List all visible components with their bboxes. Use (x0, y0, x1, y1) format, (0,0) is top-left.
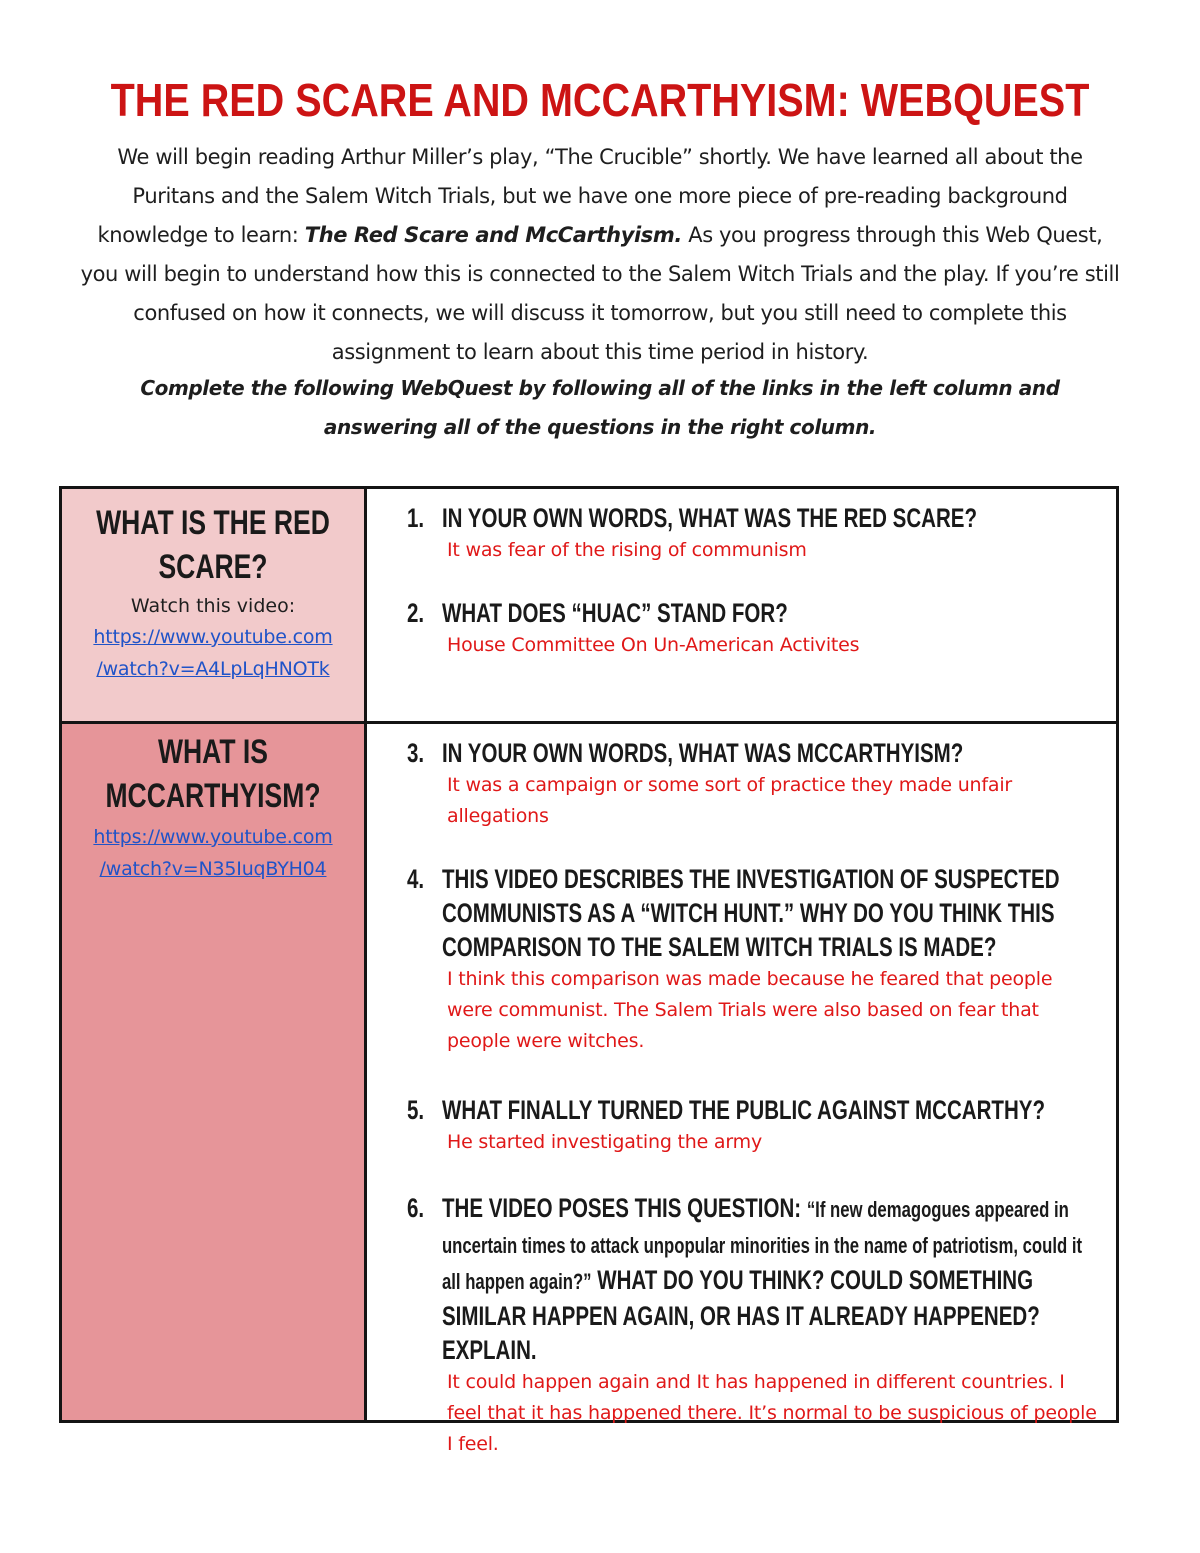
video-link-red-scare[interactable] (62, 621, 364, 685)
question-heading (407, 1191, 1104, 1367)
question-tail: WHAT DO YOU THINK? COULD SOMETHING SIMILAR HAPPEN AGAIN, OR HAS IT ALREADY HAPPENED? EXPLAIN. (441, 1265, 1040, 1365)
question-lead: THE VIDEO POSES THIS QUESTION: (441, 1193, 807, 1223)
section-heading: WHAT IS THE RED SCARE? (96, 504, 330, 586)
section-red-scare (62, 489, 1116, 724)
webquest-table (59, 486, 1119, 1455)
question-5 (407, 1093, 1102, 1158)
question-3 (407, 736, 1102, 832)
answer-text: It could happen again and It has happened in different countries. I feel that it has happened there. It’s normal to be suspicious of people I feel. (447, 1371, 1097, 1455)
link-line-1: https://www.youtube.com (93, 626, 333, 648)
link-line-2: /watch?v=N35IuqBYH04 (99, 858, 327, 880)
question-quote: “If new demagogues appeared in uncertain times to attack unpopular minorities in the name of patriotism, could it all happen again?” (441, 1197, 1083, 1294)
question-heading (407, 501, 1104, 535)
question-text: WHAT FINALLY TURNED THE PUBLIC AGAINST MCCARTHY? (441, 1095, 1045, 1125)
link-line-1: https://www.youtube.com (93, 826, 333, 848)
answer-text: It was fear of the rising of communism (447, 539, 807, 561)
question-text: WHAT DOES “HUAC” STAND FOR? (441, 598, 788, 628)
right-cell-red-scare (367, 489, 1116, 721)
left-cell-red-scare (62, 489, 367, 721)
left-cell-mccarthyism (62, 724, 367, 1420)
watch-label: Watch this video: (130, 595, 296, 617)
question-number: 5. (407, 1095, 425, 1125)
section-mccarthyism (62, 724, 1116, 1455)
question-4 (407, 862, 1102, 1057)
intro-emphasis: The Red Scare and McCarthyism. (304, 223, 682, 247)
question-number: 4. (407, 864, 425, 894)
question-text: THIS VIDEO DESCRIBES THE INVESTIGATION OF SUSPECTED COMMUNISTS AS A “WITCH HUNT.” WHY DO YOU THINK THIS COMPARISON TO THE SALEM WITCH TRIALS IS MADE? (441, 864, 1060, 962)
right-cell-mccarthyism (367, 724, 1116, 1455)
answer-text: It was a campaign or some sort of practice they made unfair allegations (447, 774, 1013, 827)
question-number: 1. (407, 503, 425, 533)
answer-text: House Committee On Un-American Activites (447, 634, 860, 656)
page-title: THE RED SCARE AND MCCARTHYISM: WEBQUEST (110, 74, 1090, 126)
intro-text-2: As you progress through this Web Quest, you will begin to understand how this is connected to the Salem Witch Trials and the play. If you’re still confused on how it connects, we will discuss it tomorrow, but you still need to complete this assignment to learn about this time period in history. (80, 223, 1120, 364)
question-heading (407, 1093, 1104, 1127)
question-2 (407, 596, 1102, 661)
intro-paragraph (78, 138, 1122, 372)
question-1 (407, 501, 1102, 566)
section-heading: WHAT IS MCCARTHYISM? (105, 733, 321, 815)
question-text: IN YOUR OWN WORDS, WHAT WAS MCCARTHYISM? (441, 738, 964, 768)
question-number: 2. (407, 598, 425, 628)
question-heading (407, 862, 1104, 964)
question-number: 3. (407, 738, 425, 768)
question-text (442, 1191, 1104, 1367)
question-text: IN YOUR OWN WORDS, WHAT WAS THE RED SCARE? (441, 503, 978, 533)
answer-text: He started investigating the army (447, 1131, 763, 1153)
question-6 (407, 1191, 1102, 1460)
video-link-mccarthyism[interactable] (62, 821, 364, 885)
intro-text-1: We will begin reading Arthur Miller’s play, “The Crucible” shortly. We have learned all about the Puritans and the Salem Witch Trials, but we have one more piece of pre-reading background knowledge to learn: (97, 145, 1083, 247)
answer-text: I think this comparison was made because he feared that people were communist. The Salem Trials were also based on fear that people were witches. (447, 968, 1053, 1052)
question-heading (407, 736, 1104, 770)
instructions: Complete the following WebQuest by following all of the links in the left column and answering all of the questions in the right column. (140, 376, 1060, 439)
question-heading (407, 596, 1104, 630)
link-line-2: /watch?v=A4LpLqHNOTk (96, 658, 330, 680)
question-number: 6. (407, 1193, 425, 1223)
